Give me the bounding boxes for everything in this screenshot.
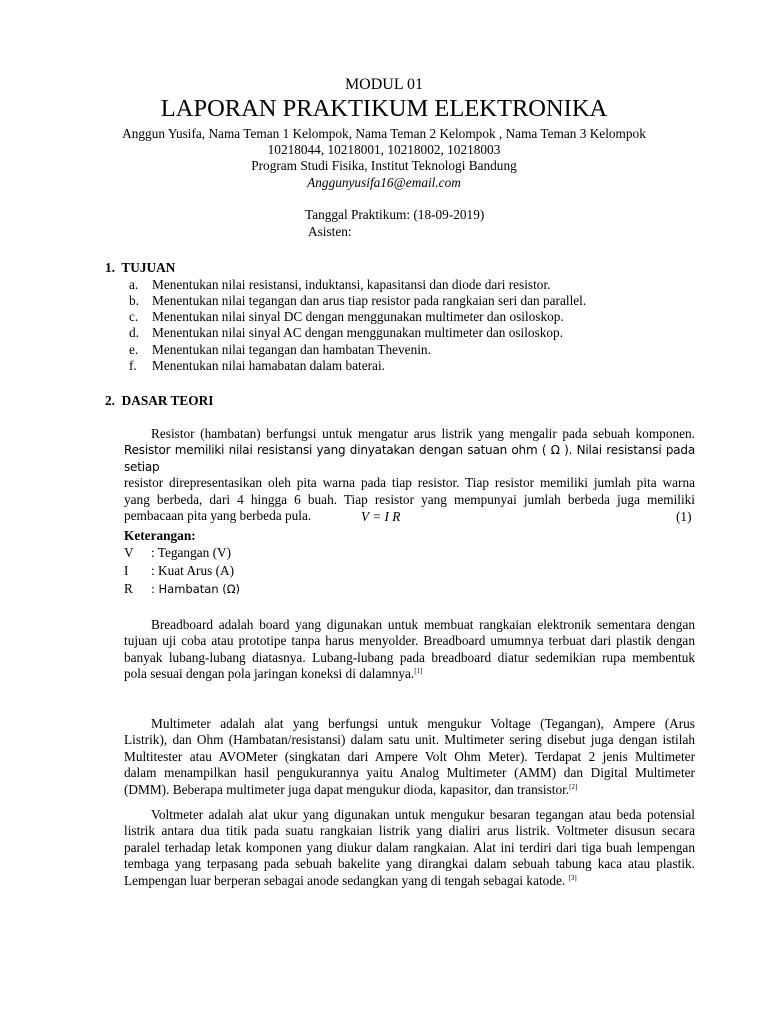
list-text: Menentukan nilai tegangan dan hambatan Thevenin. bbox=[152, 342, 431, 357]
list-marker: e. bbox=[129, 342, 139, 357]
keterangan-row bbox=[124, 563, 234, 579]
paragraph-line: Multimeter adalah alat yang berfungsi untuk mengukur Voltage (Tegangan), Ampere (Arus bbox=[151, 716, 695, 731]
keterangan-row bbox=[124, 581, 240, 597]
paragraph-text: (DMM). Beberapa multimeter juga dapat mengukur dioda, kapasitor, dan transistor. bbox=[124, 781, 570, 797]
list-text: Menentukan nilai resistansi, induktansi, kapasitansi dan diode dari resistor. bbox=[152, 277, 551, 292]
practicum-date: Tanggal Praktikum: (18-09-2019) bbox=[305, 207, 485, 222]
keterangan-symbol: R bbox=[124, 581, 133, 596]
paragraph-line: Breadboard adalah board yang digunakan untuk membuat rangkaian elektronik sementara dengan bbox=[151, 617, 695, 632]
list-item bbox=[129, 277, 550, 293]
keterangan-label: Keterangan: bbox=[124, 528, 196, 543]
paragraph-line: yang berbeda, dari 4 hingga 6 buah. Tiap resistor yang mempunyai jumlah berbeda juga memiliki bbox=[124, 491, 695, 507]
email: Anggunyusifa16@email.com bbox=[307, 175, 461, 190]
list-item bbox=[129, 309, 564, 325]
paragraph-multimeter bbox=[124, 716, 695, 798]
list-item bbox=[129, 358, 385, 374]
citation-ref: [3] bbox=[568, 873, 577, 882]
paragraph-voltmeter bbox=[124, 807, 695, 889]
paragraph-line: Resistor (hambatan) berfungsi untuk mengatur arus listrik yang mengalir pada sebuah komponen. bbox=[151, 426, 695, 441]
assistant-label: Asisten: bbox=[308, 224, 352, 239]
keterangan-desc: : Tegangan (V) bbox=[151, 545, 232, 560]
paragraph-line bbox=[124, 782, 695, 798]
section-heading-tujuan: 1. TUJUAN bbox=[105, 260, 176, 275]
page-title: LAPORAN PRAKTIKUM ELEKTRONIKA bbox=[160, 95, 608, 122]
list-marker: a. bbox=[129, 277, 139, 292]
keterangan-desc: : Hambatan (Ω) bbox=[151, 582, 241, 596]
paragraph-line: paralel terhadap letak komponen yang diukur dalam rangkaian. Alat ini terdiri dari tiga buah lempengan bbox=[124, 839, 695, 855]
paragraph-line: pembacaan pita yang berbeda pula. bbox=[124, 508, 312, 524]
paragraph-line: tujuan uji coba atau prototipe tanpa harus menyolder. Breadboard umumnya terbuat dari plastik dengan bbox=[124, 633, 695, 649]
student-ids: 10218044, 10218001, 10218002, 10218003 bbox=[267, 142, 501, 157]
section-heading-dasar-teori: 2. DASAR TEORI bbox=[105, 393, 214, 408]
list-marker: b. bbox=[129, 293, 139, 308]
paragraph-resistor bbox=[124, 426, 695, 524]
list-item bbox=[129, 325, 563, 341]
paragraph-line bbox=[124, 666, 695, 682]
paragraph-line: banyak lubang-lubang diatasnya. Lubang-lubang pada breadboard diatur sedemikian rupa membentuk bbox=[124, 649, 695, 665]
paragraph-line: Voltmeter adalah alat ukur yang digunakan untuk mengukur besaran tegangan atau beda potensial bbox=[151, 807, 695, 822]
paragraph-breadboard bbox=[124, 617, 695, 683]
paragraph-text: pola sesuai dengan pola jaringan koneksi di dalamnya. bbox=[124, 666, 415, 682]
list-marker: d. bbox=[129, 325, 139, 340]
keterangan-row bbox=[124, 545, 231, 561]
citation-ref: [2] bbox=[569, 782, 578, 791]
keterangan-desc: : Kuat Arus (A) bbox=[151, 563, 235, 578]
paragraph-line: tembaga yang terpasang pada sebuah bakelite yang dirangkai dalam sebuah tabung kaca atau plastik. bbox=[124, 856, 695, 872]
keterangan-symbol: V bbox=[124, 545, 134, 560]
keterangan-symbol: I bbox=[124, 563, 129, 578]
paragraph-line: dalam menampilkan hasil pengukurannya yaitu Analog Multimeter (AMM) dan Digital Multimeter bbox=[124, 765, 695, 781]
equation-number: (1) bbox=[676, 509, 692, 524]
paragraph-line bbox=[124, 873, 695, 889]
paragraph-text: Lempengan luar berperan sebagai anode sedangkan yang di tengah sebagai katode. bbox=[124, 872, 566, 888]
module-label: MODUL 01 bbox=[344, 76, 424, 93]
paragraph-line: listrik antara dua titik pada suatu rangkaian listrik yang dialiri arus listrik. Voltmeter disusun secara bbox=[124, 823, 695, 839]
paragraph-line: Multitester atau AVOMeter (singkatan dari Ampere Volt Ohm Meter). Terdapat 2 jenis Multimeter bbox=[124, 748, 695, 764]
paragraph-line: resistor direpresentasikan oleh pita warna pada tiap resistor. Tiap resistor memiliki jumlah pita warna bbox=[124, 475, 695, 491]
list-text: Menentukan nilai hamabatan dalam baterai. bbox=[152, 358, 385, 373]
list-marker: f. bbox=[129, 358, 137, 373]
paragraph-line: Resistor memiliki nilai resistansi yang dinyatakan dengan satuan ohm ( Ω ). Nilai resistansi pada setiap bbox=[124, 443, 695, 474]
institution: Program Studi Fisika, Institut Teknologi Bandung bbox=[251, 158, 517, 173]
citation-ref: [1] bbox=[414, 667, 423, 676]
paragraph-line: Listrik), dan Ohm (Hambatan/resistansi) dalam satu unit. Multimeter sering disebut juga dengan istilah bbox=[124, 732, 695, 748]
list-item bbox=[129, 293, 586, 309]
list-text: Menentukan nilai sinyal DC dengan menggunakan multimeter dan osiloskop. bbox=[152, 309, 564, 324]
list-marker: c. bbox=[129, 309, 139, 324]
author-list: Anggun Yusifa, Nama Teman 1 Kelompok, Nama Teman 2 Kelompok , Nama Teman 3 Kelompok bbox=[122, 126, 646, 141]
equation: V = I R bbox=[361, 509, 401, 524]
list-item bbox=[129, 342, 431, 358]
list-text: Menentukan nilai tegangan dan arus tiap resistor pada rangkaian seri dan parallel. bbox=[152, 293, 587, 308]
list-text: Menentukan nilai sinyal AC dengan menggunakan multimeter dan osiloskop. bbox=[152, 325, 564, 340]
